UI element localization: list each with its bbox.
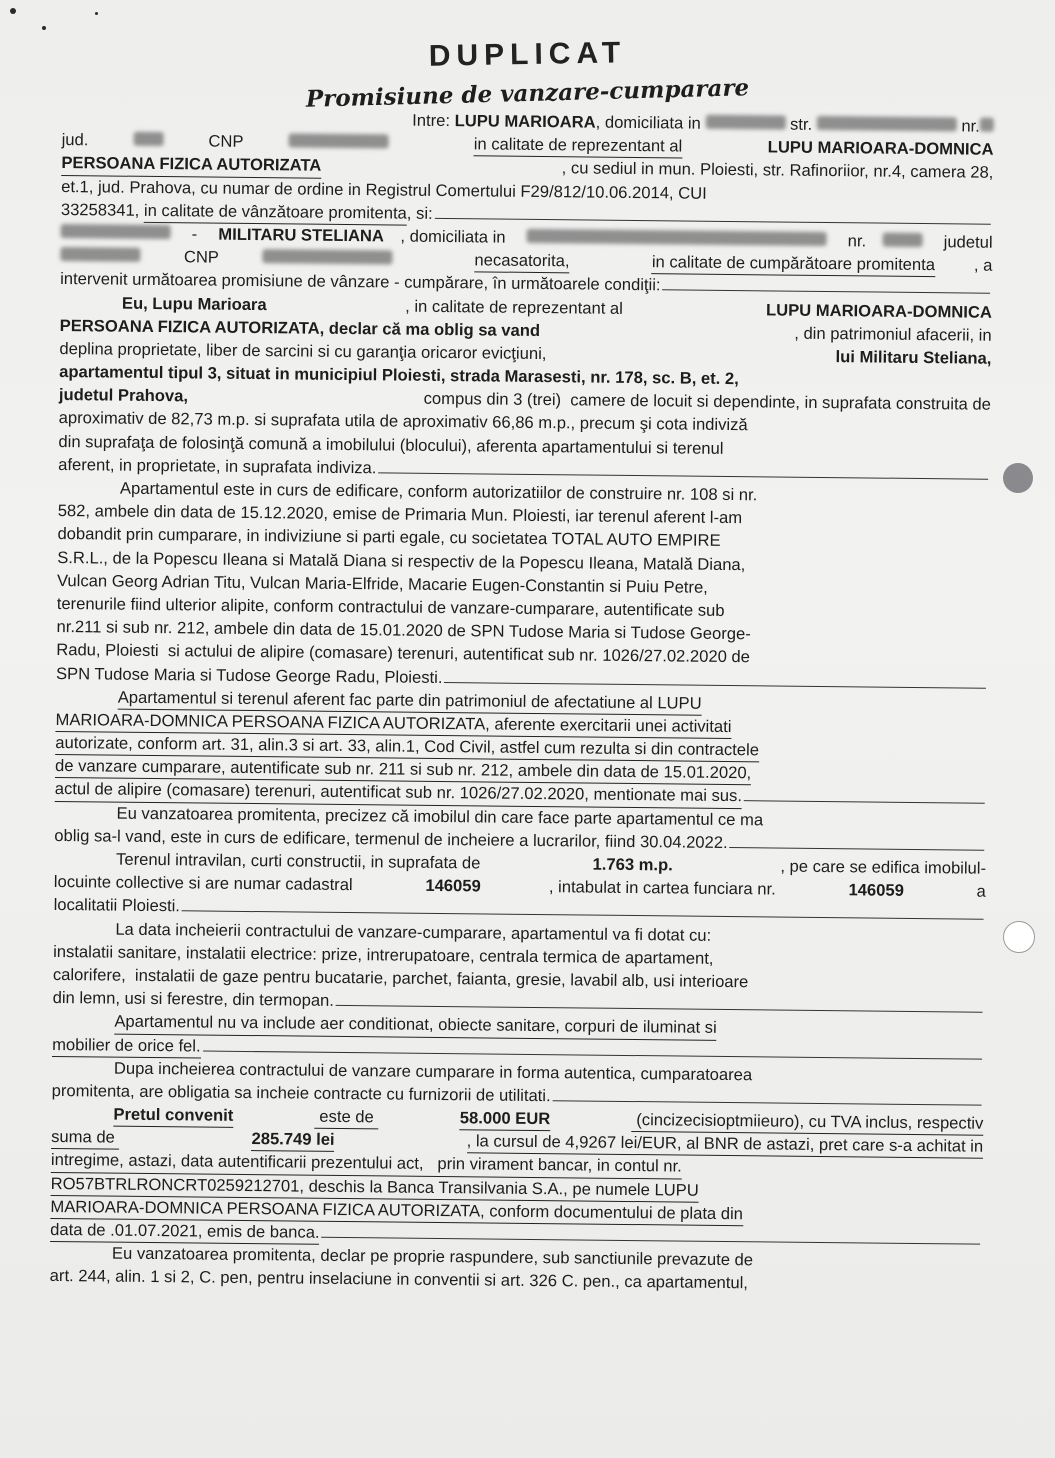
text-run: calorifere, instalatii de gaze pentru bucatarie, parchet, faianta, gresie, lavabil alb, usi interioare [52,964,749,992]
document-subtitle: Promisiune de vanzare-cumparare [305,74,750,113]
text-run: nr. [842,231,867,251]
text-run: din suprafaţa de folosinţă comună a imobilului (blocului), aferenta apartamentului si terenul [58,431,724,458]
text-run: locuinte collective si are numar cadastral [53,872,358,895]
underlined-text: suma de [51,1125,120,1150]
dash-filler [553,1100,982,1105]
document-body [50,105,994,1297]
ink-speck [42,26,46,30]
text-run: , intabulat in cartea funciara nr. [548,877,781,899]
dash-filler [663,290,991,294]
underlined-text: Pretul convenit [113,1103,233,1128]
ink-speck [10,8,16,14]
paragraph-land [54,847,987,926]
underlined-text: 285.749 lei [251,1127,334,1152]
underlined-text: , la cursul de 4,9267 lei/EUR, al BNR de astazi, pret care s-a achitat in [467,1130,984,1160]
bold-text: lui Militaru Steliana, [835,346,992,368]
text-run [429,132,434,155]
document-title: DUPLICAT [428,36,627,73]
text-run: Vulcan Georg Adrian Titu, Vulcan Maria-Elfride, Macarie Eugen-Constantin si Puiu Petre, [56,570,708,597]
text-run: instalatii sanitare, instalatii electrice: prize, intrerupatoare, centrala termica de apartament, [53,941,714,968]
text-run: str. [785,114,817,134]
text-run: , a [973,255,993,275]
dash-filler [444,682,986,689]
dash-filler [322,1237,981,1245]
paragraph-seller-declaration [58,290,992,485]
underlined-text: RO57BTRLRONCRT0259212701, deschis la Banca Transilvania S.A., pe numele LUPU [51,1172,699,1203]
paragraph-parties [60,105,994,300]
paragraph-liability [50,1241,982,1297]
dash-filler [336,1005,983,1013]
underlined-text: necasatorita, [474,248,569,273]
text-run: Terenul intravilan, curti constructii, in suprafata de [116,849,486,873]
underlined-text: autorizate, conform art. 31, alin.3 si art. 33, alin.1, Cod Civil, astfel cum rezulta si din contractele [55,731,759,763]
text-run: , pe care se edifica imobilul- [780,856,987,878]
bold-text: LUPU MARIOARA-DOMNICA [767,137,994,159]
bold-text: LUPU MARIOARA-DOMNICA [765,299,992,322]
text-run: aferent, in proprietate, in suprafata indiviza. [58,454,377,478]
paragraph-construction [56,476,990,694]
text-run: et.1, jud. Prahova, cu numar de ordine in Registrul Comertului F29/812/10.06.2014, CUI [61,176,707,203]
text-run: Dupa incheierea contractului de vanzare cumparare in forma autentica, cumparatoarea [113,1058,753,1084]
text-run: , din patrimoniul afacerii, in [794,323,992,345]
text-run: judetul [938,232,993,252]
text-run: , si: [406,203,433,223]
text-run: Intre: [412,110,455,131]
text-run: jud. [61,130,94,150]
paragraph-equipment [53,917,986,1020]
text-run: Eu vanzatoarea promitenta, precizez că imobilul din care face parte apartamentul ce ma [116,803,764,830]
underlined-text: Apartamentul nu va include aer conditionat, obiecte sanitare, corpuri de iluminat si [114,1010,717,1041]
text-run [431,248,436,271]
text-run: promitenta, are obligatia sa incheie contracte cu furnizorii de utilitati. [51,1080,551,1106]
text-run: deplina proprietate, liber de sarcini si cu garanţia oricaror evicţiuni, [59,338,552,364]
text-run [723,135,728,158]
underlined-text: (cincizecisioptmiieuro), cu TVA inclus, respectiv [632,1108,984,1136]
underlined-text: 58.000 EUR [460,1106,551,1131]
text-run: nr.211 si sub nr. 212, ambele din data de 15.01.2020 de SPN Tudose Maria si Tudose George- [56,617,751,644]
text-run: 33258341, [60,199,145,220]
text-run: SPN Tudose Maria si Tudose George Radu, Ploiesti. [55,663,443,687]
ink-speck [95,12,98,15]
text-run: , domiciliata in [400,226,511,247]
text-run: Eu vanzatoarea promitenta, declar pe proprie raspundere, sub sanctiunile prevazute de [111,1243,754,1270]
underlined-text: MARIOARA-DOMNICA PERSOANA FIZICA AUTORIZATA, aferente exercitarii unei activitati [55,708,731,739]
text-run: terenurile fiind ulterior alipite, conform contractului de vanzare-cumparare, autentificate sub [56,593,725,620]
text-run: a [971,881,986,901]
dash-filler [730,847,985,851]
text-run: din lemn, usi si ferestre, din termopan. [52,988,335,1011]
underlined-text: in calitate de reprezentant al [474,133,683,159]
dash-filler [744,801,985,805]
dash-filler [435,218,991,225]
text-run: - [187,224,202,244]
redacted-field [133,132,163,146]
bold-text: PERSOANA FIZICA AUTORIZATA, declar că ma oblig sa vand [59,315,541,340]
redacted-field [883,233,923,247]
text-run: compus din 3 (trei) camere de locuit si dependinte, in suprafata construita de [418,389,992,414]
underlined-text: data de .01.07.2021, emis de banca. [50,1218,320,1245]
paragraph-patrimony [55,685,988,811]
dash-filler [378,472,988,479]
bold-text: 146059 [848,880,904,901]
underlined-text: MARIOARA-DOMNICA PERSOANA FIZICA AUTORIZATA, conform documentului de plata din [50,1195,743,1226]
underlined-text: mobilier de orice fel. [52,1032,201,1058]
text-run: nr. [956,116,980,136]
bold-text: apartamentul tipul 3, situat in municipiul Ploiesti, strada Marasesti, nr. 178, sc. B, et. 2, [59,362,739,389]
text-run: 582, ambele din data de 15.12.2020, emise de Primaria Mun. Ploiesti, iar terenul aferent l-am [57,501,743,528]
bold-text: LUPU MARIOARA [454,111,596,132]
bold-text: 146059 [425,876,481,896]
redacted-field [817,116,957,131]
text-run: , domiciliata in [595,112,706,133]
underlined-text: in calitate de cumpărătoare promitenta [652,250,935,277]
text-run: intervenit următoarea promisiune de vânzare - cumpărare, în următoarele condiţii: [60,269,661,295]
text-run: Apartamentul este in curs de edificare, conform autorizatiilor de construire nr. 108 si nr. [119,478,758,505]
text-run: , cu sediul in mun. Ploiesti, str. Rafinoriior, nr.4, camera 28, [561,158,994,183]
underlined-text: de vanzare cumparare, autentificate sub nr. 211 si sub nr. 212, ambele din data de 15.01.2020, [55,754,751,785]
redacted-field [980,118,994,132]
text-run: S.R.L., de la Popescu Ileana si Matală Diana si respectiv de la Popescu Ileana, Matală Diana, [57,547,746,574]
binder-hole-icon [1003,921,1035,953]
text-run: CNP [203,131,248,152]
redacted-field [527,229,827,246]
bold-text: judetul Prahova, [58,385,189,406]
underlined-text: este de [315,1105,379,1130]
bold-text: MILITARU STELIANA [218,224,385,246]
underlined-text: intregime, astazi, data autentificarii prezentului act, prin virament bancar, in contul nr. [51,1148,682,1179]
redacted-field [705,115,785,130]
text-run: , in calitate de reprezentant al [405,296,628,318]
bold-text: Eu, Lupu Marioara [121,293,267,314]
paragraph-price [50,1102,983,1251]
underlined-text: actul de alipire (comasare) terenuri, autentificat sub nr. 1026/27.02.2020, mentionate mai sus. [55,777,742,808]
text-run: art. 244, alin. 1 si 2, C. pen, pentru inselaciune in conventii si art. 326 C. pen., ca apartamentul, [49,1266,749,1293]
underlined-text: in calitate de vânzătoare promitenta [144,199,407,226]
redacted-field [262,249,392,264]
redacted-field [288,134,388,149]
redacted-field [61,224,171,239]
redacted-field [60,247,140,262]
text-run: aproximativ de 82,73 m.p. si suprafata utila de aproximativ 66,86 m.p., precum şi cota indiviză [58,408,748,435]
underlined-text: PERSOANA FIZICA AUTORIZATA [61,151,321,178]
bold-text: 1.763 m.p. [592,854,673,875]
text-run: oblig sa-l vand, este in curs de edificare, termenul de incheiere a lucrarilor, fiind 30.04.2022. [54,825,728,852]
text-run: La data incheierii contractului de vanzare-cumparare, apartamentul va fi dotat cu: [115,919,712,945]
text-run: Radu, Ploiesti si actului de alipire (comasare) terenuri, autentificat sub nr. 1026/27.02.2020 de [56,640,751,667]
text-run: CNP [179,247,224,267]
text-run [608,250,613,273]
underlined-text: Apartamentul si terenul aferent fac parte din patrimoniul de afectatiune al LUPU [118,685,702,715]
text-run: dobandit prin cumparare, in indiviziune si parti egale, cu societatea TOTAL AUTO EMPIRE [57,524,721,551]
text-run: localitatii Ploiesti. [53,895,181,916]
binder-hole-icon [1003,463,1033,493]
